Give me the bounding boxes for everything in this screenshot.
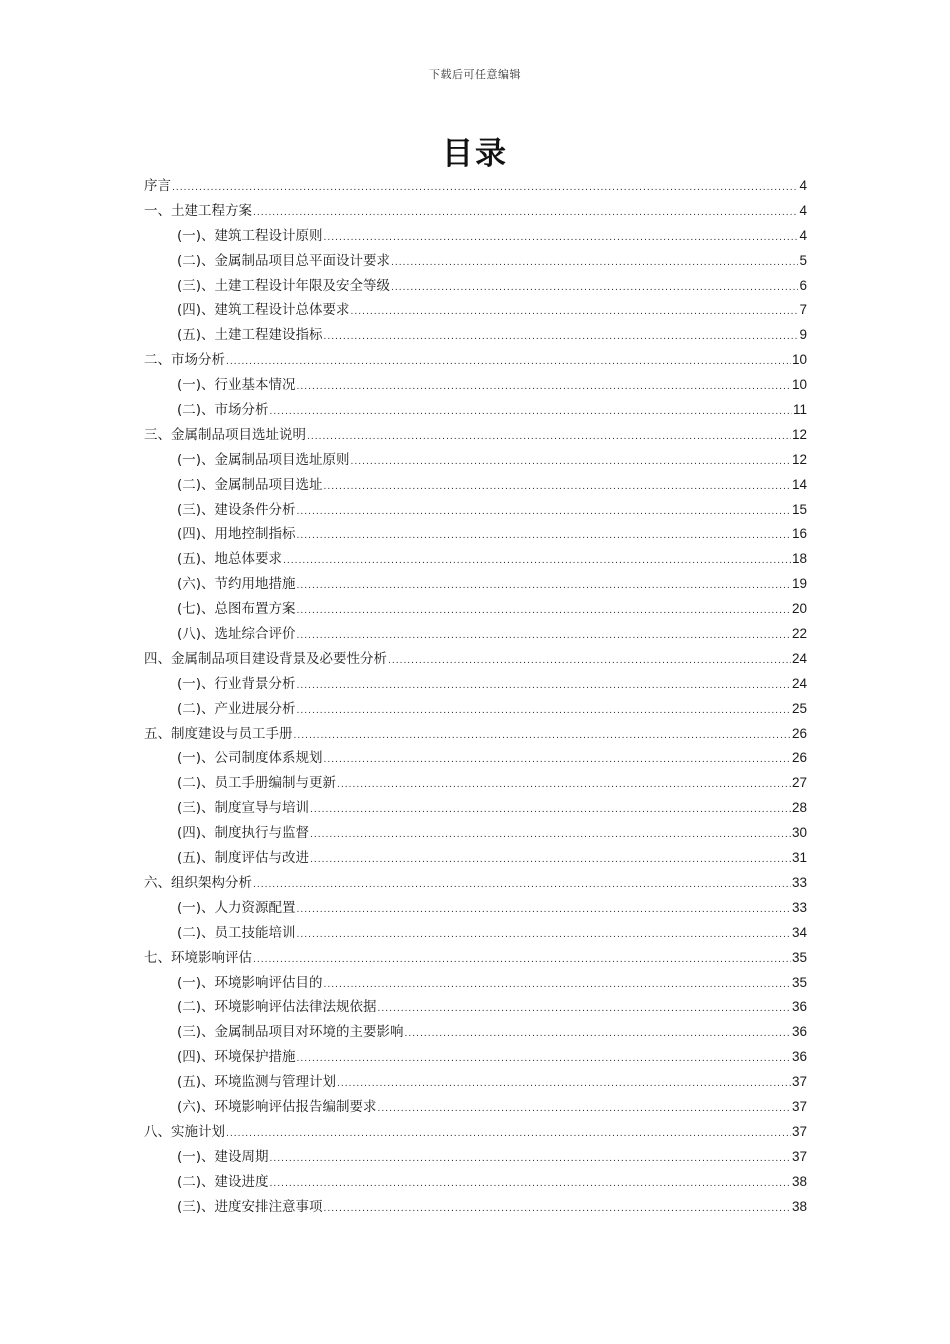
toc-subentry[interactable]: [144, 249, 807, 274]
toc-entry-label: (五)、环境监测与管理计划: [177, 1074, 337, 1091]
toc-entry-label: (四)、用地控制指标: [177, 526, 296, 543]
toc-entry-label: (一)、环境影响评估目的: [177, 974, 323, 991]
toc-subentry[interactable]: [144, 298, 807, 323]
toc-dot-leader: [310, 848, 791, 873]
toc-page-number: 35: [791, 974, 807, 990]
toc-dot-leader: [324, 1197, 791, 1222]
toc-dot-leader: [378, 997, 791, 1022]
toc-entry-label: 五、制度建设与员工手册: [144, 725, 293, 742]
toc-subentry[interactable]: [144, 1070, 807, 1095]
toc-dot-leader: [270, 1172, 791, 1197]
toc-page-number: 27: [791, 775, 807, 791]
toc-entry-label: 序言: [144, 178, 171, 194]
toc-entry-label: (二)、员工技能培训: [177, 924, 296, 941]
toc-dot-leader: [297, 375, 791, 400]
toc-entry-label: 七、环境影响评估: [144, 949, 252, 966]
toc-dot-leader: [297, 574, 791, 599]
toc-subentry[interactable]: [144, 746, 807, 771]
toc-page-number: 9: [799, 327, 807, 343]
toc-entry-label: (七)、总图布置方案: [177, 601, 296, 618]
toc-entry-label: (一)、人力资源配置: [177, 899, 296, 916]
toc-entry-label: (五)、土建工程建设指标: [177, 327, 323, 344]
toc-page-number: 24: [791, 675, 807, 691]
toc-page-number: 5: [799, 252, 807, 268]
toc-page-number: 37: [791, 1123, 807, 1139]
toc-page-number: 30: [791, 825, 807, 841]
toc-entry-label: (一)、行业背景分析: [177, 675, 296, 692]
toc-entry-label: (六)、环境影响评估报告编制要求: [177, 1098, 377, 1115]
toc-page-number: 4: [799, 202, 807, 218]
toc-page-number: 25: [791, 700, 807, 716]
toc-entry[interactable]: [144, 174, 807, 199]
toc-page-number: 26: [791, 725, 807, 741]
toc-page-number: 33: [791, 874, 807, 890]
toc-dot-leader: [297, 898, 791, 923]
toc-subentry[interactable]: [144, 1095, 807, 1120]
toc-subentry[interactable]: [144, 373, 807, 398]
toc-subentry[interactable]: [144, 846, 807, 871]
toc-page-number: 35: [791, 949, 807, 965]
toc-dot-leader: [297, 624, 791, 649]
toc-entry-label: 一、土建工程方案: [144, 202, 252, 219]
toc-subentry[interactable]: [144, 473, 807, 498]
toc-dot-leader: [226, 1122, 791, 1147]
toc-dot-leader: [310, 798, 791, 823]
toc-subentry[interactable]: [144, 547, 807, 572]
toc-subentry[interactable]: [144, 1145, 807, 1170]
toc-subentry[interactable]: [144, 597, 807, 622]
toc-subentry[interactable]: [144, 771, 807, 796]
toc-page-number: 38: [791, 1173, 807, 1189]
toc-entry-label: (一)、公司制度体系规划: [177, 750, 323, 767]
toc-page-number: 24: [791, 650, 807, 666]
toc-subentry[interactable]: [144, 1195, 807, 1220]
toc-subentry[interactable]: [144, 672, 807, 697]
toc-entry-label: (一)、建筑工程设计原则: [177, 227, 323, 244]
toc-subentry[interactable]: [144, 796, 807, 821]
toc-entry-label: (四)、建筑工程设计总体要求: [177, 302, 350, 319]
toc-entry-label: 三、金属制品项目选址说明: [144, 426, 306, 443]
toc-dot-leader: [405, 1022, 791, 1047]
toc-entry-label: 二、市场分析: [144, 352, 225, 369]
toc-page-number: 10: [791, 352, 807, 368]
toc-page-number: 4: [799, 178, 807, 193]
toc-dot-leader: [307, 425, 791, 450]
toc-entry-label: (一)、金属制品项目选址原则: [177, 451, 350, 468]
toc-page-number: 19: [791, 576, 807, 592]
toc-entry[interactable]: [144, 722, 807, 747]
toc-dot-leader: [351, 450, 791, 475]
toc-subentry[interactable]: [144, 1170, 807, 1195]
toc-entry-label: 八、实施计划: [144, 1123, 225, 1140]
toc-subentry[interactable]: [144, 697, 807, 722]
toc-page-number: 15: [791, 501, 807, 517]
toc-entry-label: (三)、建设条件分析: [177, 501, 296, 518]
toc-dot-leader: [253, 948, 791, 973]
toc-page-number: 4: [799, 227, 807, 243]
toc-entry-label: (八)、选址综合评价: [177, 626, 296, 643]
toc-subentry[interactable]: [144, 995, 807, 1020]
toc-dot-leader: [324, 748, 791, 773]
toc-entry[interactable]: [144, 199, 807, 224]
toc-subentry[interactable]: [144, 522, 807, 547]
toc-entry-label: (三)、金属制品项目对环境的主要影响: [177, 1024, 404, 1041]
toc-subentry[interactable]: [144, 274, 807, 299]
toc-page-number: 6: [799, 277, 807, 293]
toc-page-number: 12: [791, 451, 807, 467]
toc-page-number: 7: [799, 302, 807, 318]
toc-subentry[interactable]: [144, 622, 807, 647]
toc-subentry[interactable]: [144, 1020, 807, 1045]
toc-dot-leader: [324, 475, 791, 500]
toc-entry[interactable]: [144, 348, 807, 373]
toc-dot-leader: [324, 973, 791, 998]
toc-dot-leader: [297, 500, 791, 525]
toc-entry[interactable]: [144, 946, 807, 971]
toc-page-number: 26: [791, 750, 807, 766]
toc-entry-label: 六、组织架构分析: [144, 874, 252, 891]
toc-subentry[interactable]: [144, 323, 807, 348]
toc-entry[interactable]: [144, 871, 807, 896]
toc-entry-label: (一)、建设周期: [177, 1148, 269, 1165]
toc-entry-label: (三)、进度安排注意事项: [177, 1198, 323, 1215]
toc-entry-label: (六)、节约用地措施: [177, 576, 296, 593]
toc-subentry[interactable]: [144, 448, 807, 473]
toc-page-number: 18: [791, 551, 807, 567]
page-title: 目录: [442, 136, 508, 172]
toc-subentry[interactable]: [144, 821, 807, 846]
toc-dot-leader: [391, 276, 798, 301]
toc-dot-leader: [283, 549, 791, 574]
toc-entry[interactable]: [144, 647, 807, 672]
toc-dot-leader: [297, 1047, 791, 1072]
toc-dot-leader: [253, 873, 791, 898]
toc-entry-label: (四)、制度执行与监督: [177, 825, 310, 842]
toc-dot-leader: [337, 1072, 791, 1097]
toc-dot-leader: [270, 1147, 791, 1172]
toc-dot-leader: [310, 823, 791, 848]
toc-page-number: 37: [791, 1098, 807, 1114]
table-of-contents: [144, 174, 807, 1219]
toc-entry-label: 四、金属制品项目建设背景及必要性分析: [144, 650, 387, 667]
toc-dot-leader: [270, 400, 792, 425]
toc-page-number: 37: [791, 1074, 807, 1090]
toc-dot-leader: [172, 176, 798, 201]
toc-subentry[interactable]: [144, 1045, 807, 1070]
toc-dot-leader: [324, 325, 799, 350]
header-note: 下载后可任意编辑: [429, 68, 521, 81]
toc-page-number: 36: [791, 1024, 807, 1040]
toc-entry-label: (二)、建设进度: [177, 1173, 269, 1190]
toc-page-number: 10: [791, 377, 807, 393]
toc-dot-leader: [297, 674, 791, 699]
toc-dot-leader: [294, 724, 791, 749]
toc-entry-label: (二)、市场分析: [177, 402, 269, 419]
toc-subentry[interactable]: [144, 971, 807, 996]
toc-page-number: 14: [791, 476, 807, 492]
toc-entry-label: (五)、地总体要求: [177, 551, 283, 568]
toc-page-number: 22: [791, 626, 807, 642]
toc-page-number: 34: [791, 924, 807, 940]
toc-entry-label: (五)、制度评估与改进: [177, 850, 310, 867]
toc-entry-label: (二)、产业进展分析: [177, 700, 296, 717]
toc-page-number: 20: [791, 601, 807, 617]
toc-subentry[interactable]: [144, 896, 807, 921]
toc-subentry[interactable]: [144, 498, 807, 523]
toc-subentry[interactable]: [144, 921, 807, 946]
toc-page-number: 12: [791, 426, 807, 442]
toc-dot-leader: [297, 524, 791, 549]
toc-page-number: 36: [791, 1049, 807, 1065]
toc-dot-leader: [391, 251, 798, 276]
toc-dot-leader: [253, 201, 798, 226]
toc-entry-label: (二)、员工手册编制与更新: [177, 775, 337, 792]
toc-dot-leader: [337, 773, 791, 798]
toc-dot-leader: [388, 649, 791, 674]
toc-page-number: 37: [791, 1148, 807, 1164]
toc-entry-label: (一)、行业基本情况: [177, 377, 296, 394]
toc-page-number: 31: [791, 850, 807, 866]
toc-dot-leader: [351, 300, 799, 325]
toc-subentry[interactable]: [144, 398, 807, 423]
toc-entry-label: (二)、环境影响评估法律法规依据: [177, 999, 377, 1016]
toc-page-number: 16: [791, 526, 807, 542]
toc-entry[interactable]: [144, 1120, 807, 1145]
toc-dot-leader: [226, 350, 791, 375]
toc-dot-leader: [324, 226, 799, 251]
toc-page-number: 36: [791, 999, 807, 1015]
toc-entry-label: (四)、环境保护措施: [177, 1049, 296, 1066]
toc-page-number: 33: [791, 899, 807, 915]
toc-dot-leader: [297, 923, 791, 948]
toc-page-number: 28: [791, 800, 807, 816]
toc-dot-leader: [297, 599, 791, 624]
toc-subentry[interactable]: [144, 572, 807, 597]
toc-dot-leader: [378, 1097, 791, 1122]
toc-page-number: 38: [791, 1198, 807, 1214]
toc-entry-label: (三)、土建工程设计年限及安全等级: [177, 277, 391, 294]
toc-entry[interactable]: [144, 423, 807, 448]
toc-subentry[interactable]: [144, 224, 807, 249]
toc-page-number: 11: [792, 402, 807, 418]
toc-entry-label: (三)、制度宣导与培训: [177, 800, 310, 817]
toc-entry-label: (二)、金属制品项目总平面设计要求: [177, 252, 391, 269]
toc-dot-leader: [297, 699, 791, 724]
toc-entry-label: (二)、金属制品项目选址: [177, 476, 323, 493]
